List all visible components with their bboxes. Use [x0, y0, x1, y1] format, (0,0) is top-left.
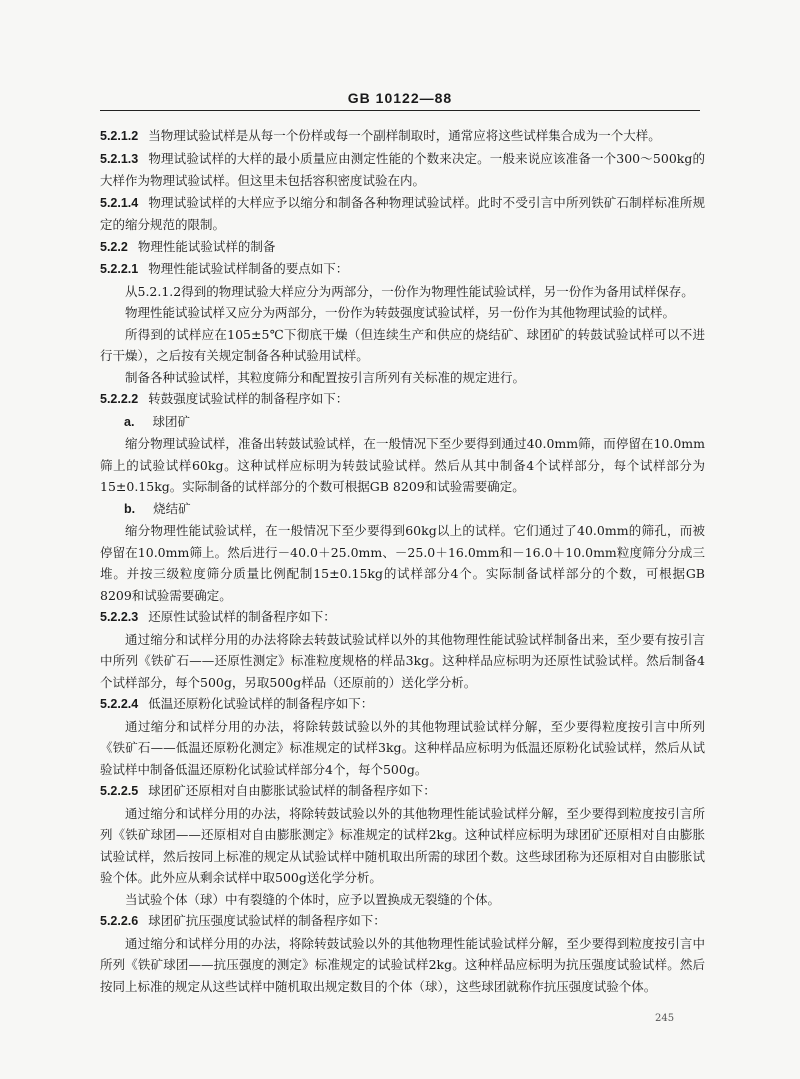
clause-b [100, 498, 705, 521]
clause-5-2-1-4 [100, 192, 705, 236]
clause-number: 5.2.1.3 [100, 151, 139, 166]
clause-text: 物理试验试样的大样的最小质量应由测定性能的个数来决定。一般来说应该准备一个300～500kg的大样作为物理试验试样。但这里未包括容积密度试验在内。 [100, 150, 705, 188]
paragraph [100, 281, 705, 303]
paragraph [100, 324, 705, 367]
clause-5-2-2-5 [100, 780, 705, 803]
clause-number: 5.2.1.2 [100, 129, 139, 143]
clause-text: 球团矿还原相对自由膨胀试验试样的制备程序如下： [148, 783, 436, 798]
paragraph [100, 629, 705, 694]
clause-5-2-2 [100, 236, 705, 259]
clause-5-2-2-1 [100, 258, 705, 281]
clause-5-2-1-2 [100, 125, 705, 148]
clause-5-2-2-4 [100, 693, 705, 716]
clause-text: 球团矿抗压强度试验试样的制备程序如下： [148, 913, 386, 928]
paragraph [100, 803, 705, 889]
clause-number: 5.2.2.5 [100, 784, 139, 798]
clause-number: 5.2.2 [100, 239, 128, 254]
clause-text: 球团矿 [152, 413, 190, 429]
paragraph [100, 716, 705, 781]
clause-text: 通过缩分和试样分用的办法，将除转鼓试验以外的其他物理试验试样分解，至少要得粒度按引言中所列《铁矿石——低温还原粉化测定》标准规定的试样3kg。这种样品应标明为低温还原粉化试验试样，然后从试验试样中制备低温还原粉化试验试样部分4个，每个500g。 [100, 718, 705, 777]
clause-text: 缩分物理性能试验试样，在一般情况下至少要得到60kg以上的试样。它们通过了40.0mm的筛孔，而被停留在10.0mm筛上。然后进行－40.0＋25.0mm、－25.0＋16.0mm和－16.0＋10.0mm粒度筛分分成三堆。并按三级粒度筛分质量比例配制15±0.15kg的试样部分4个。实际制备试样部分的个数，可根据GB 8209和试验需要确定。 [100, 523, 705, 603]
clause-number: 5.2.2.6 [100, 914, 139, 928]
clause-text: 缩分物理试验试样，准备出转鼓试验试样，在一般情况下至少要得到通过40.0mm筛，而停留在10.0mm筛上的试验试样60kg。这种试样应标明为转鼓试验试样。然后从其中制备4个试样部分，每个试样部分为15±0.15kg。实际制备的试样部分的个数可根据GB 8209和试验需要确定。 [100, 436, 705, 494]
paragraph [100, 520, 705, 606]
clause-text: 物理性能试验试样又应分为两部分，一份作为转鼓强度试验试样，另一份作为其他物理试验的试样。 [125, 305, 676, 320]
clause-text: 制备各种试验试样，其粒度筛分和配置按引言所列有关标准的规定进行。 [125, 369, 526, 385]
clause-text: 低温还原粉化试验试样的制备程序如下： [148, 696, 374, 711]
clause-5-2-1-3 [100, 148, 705, 192]
clause-text: 还原性试验试样的制备程序如下： [148, 609, 336, 624]
document-body [100, 125, 705, 997]
clause-5-2-2-6 [100, 910, 705, 933]
clause-5-2-2-2 [100, 388, 705, 411]
clause-number: 5.2.2.1 [100, 262, 139, 276]
paragraph [100, 933, 705, 998]
paragraph [100, 367, 705, 389]
clause-number: 5.2.2.3 [100, 610, 139, 624]
page-number: 245 [655, 1013, 675, 1024]
clause-text: 当试验个体（球）中有裂缝的个体时，应予以置换成无裂缝的个体。 [125, 891, 501, 907]
clause-text: 从5.2.1.2得到的物理试验大样应分为两部分，一份作为物理性能试验试样，另一份作为备用试样保存。 [125, 283, 694, 299]
paragraph [100, 302, 705, 324]
clause-text: 转鼓强度试验试样的制备程序如下： [148, 391, 349, 406]
standard-header: GB 10122—88 [347, 90, 453, 106]
clause-text: 烧结矿 [153, 500, 191, 516]
clause-a [100, 411, 705, 434]
clause-text: 物理性能试验试样制备的要点如下： [148, 261, 349, 276]
clause-number: 5.2.2.4 [100, 697, 139, 711]
clause-text: 通过缩分和试样分用的办法将除去转鼓试验试样以外的其他物理性能试验试样制备出来，至少要有按引言中所列《铁矿石——还原性测定》标准粒度规格的样品3kg。这种样品应标明为还原性试验试样。然后制备4个试样部分，每个500g，另取500g样品（还原前的）送化学分析。 [100, 631, 705, 690]
header-rule [100, 110, 700, 111]
clause-text: 通过缩分和试样分用的办法，将除转鼓试验以外的其他物理性能试验试样分解，至少要得到粒度按引言中所列《铁矿球团——抗压强度的测定》标准规定的试验试样2kg。这种样品应标明为抗压强度试验试样。然后按同上标准的规定从这些试样中随机取出规定数目的个体（球），这些球团就称作抗压强度试验个体。 [100, 935, 705, 994]
clause-number: 5.2.2.2 [100, 392, 139, 406]
clause-text: 通过缩分和试样分用的办法，将除转鼓试验以外的其他物理性能试验试样分解，至少要得到粒度按引言所列《铁矿球团——还原相对自由膨胀测定》标准规定的试样2kg。这种试样应标明为球团矿还原相对自由膨胀试验试样，然后按同上标准的规定从试验试样中随机取出所需的球团个数。这些球团称为还原相对自由膨胀试验个体。此外应从剩余试样中取500g送化学分析。 [100, 805, 705, 885]
clause-text: 物理性能试验试样的制备 [137, 238, 276, 254]
clause-text: 当物理试验试样是从每一个份样或每一个副样制取时，通常应将这些试样集合成为一个大样。 [148, 128, 661, 143]
paragraph [100, 889, 705, 911]
paragraph [100, 433, 705, 498]
clause-number: a. [124, 414, 135, 429]
clause-5-2-2-3 [100, 606, 705, 629]
clause-text: 物理试验试样的大样应予以缩分和制备各种物理试验试样。此时不受引言中所列铁矿石制样标准所规定的缩分规范的限制。 [100, 194, 705, 232]
clause-number: 5.2.1.4 [100, 195, 139, 210]
clause-text: 所得到的试样应在105±5℃下彻底干燥（但连续生产和供应的烧结矿、球团矿的转鼓试验试样可以不进行干燥），之后按有关规定制备各种试验用试样。 [100, 326, 705, 363]
clause-number: b. [124, 501, 136, 516]
